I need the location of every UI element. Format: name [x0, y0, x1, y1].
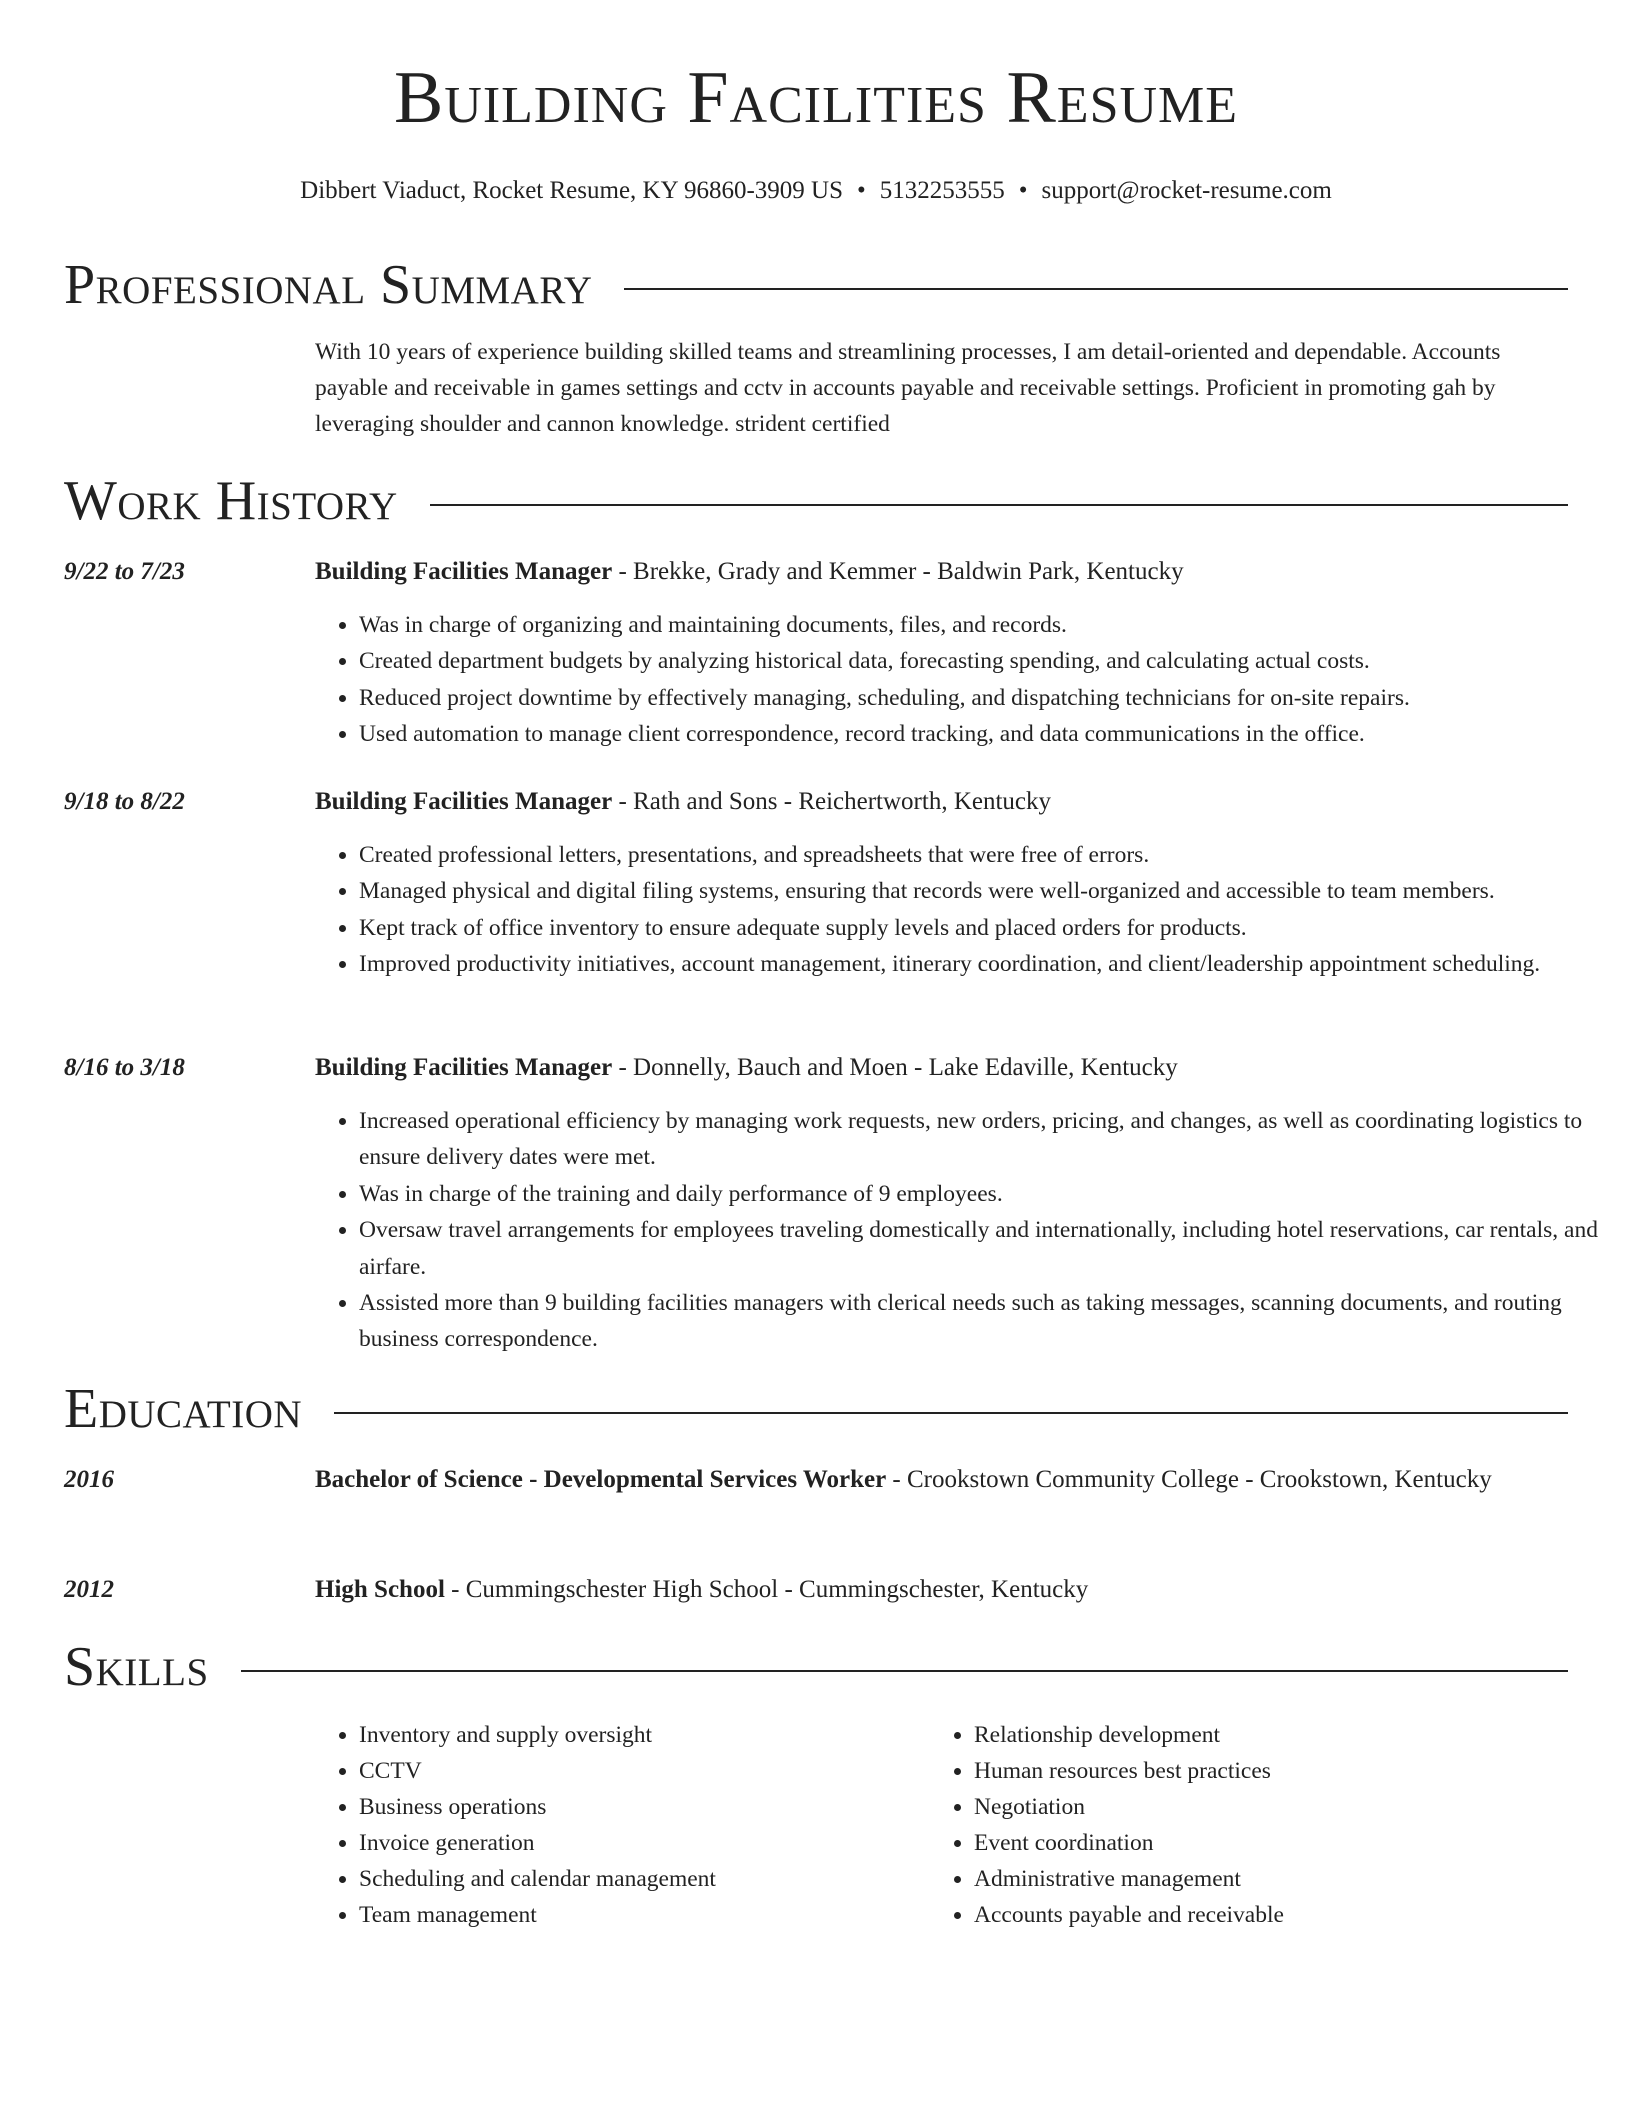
job-bullet: • Assisted more than 9 building facilities managers with clerical needs such as taking messages, scanning documents, and routing business correspondence.: [359, 1285, 1612, 1358]
job-details: - Brekke, Grady and Kemmer - Baldwin Park, Kentucky: [612, 558, 1184, 585]
skill-item: • Accounts payable and receivable: [974, 1897, 1534, 1933]
job-bullet: • Was in charge of organizing and maintaining documents, files, and records.: [359, 607, 1612, 643]
contact-separator: •: [1018, 177, 1028, 204]
work-section-heading: [64, 466, 1568, 536]
skill-item: • CCTV: [359, 1753, 919, 1789]
job-dates: 8/16 to 3/18: [64, 1054, 185, 1081]
education-details: - Cummingschester High School - Cummingschester, Kentucky: [444, 1576, 1089, 1603]
section-divider: [241, 1670, 1568, 1672]
job-headline: [315, 1048, 1568, 1088]
resume-page: [64, 0, 1598, 2112]
skill-item: • Human resources best practices: [974, 1753, 1534, 1789]
education-headline: [315, 1460, 1568, 1500]
job-bullet: • Created department budgets by analyzing historical data, forecasting spending, and calculating actual costs.: [359, 643, 1612, 679]
job-bullet: • Increased operational efficiency by managing work requests, new orders, pricing, and changes, as well as coordinating logistics to ensure delivery dates were met.: [359, 1103, 1612, 1176]
summary-section-heading: [64, 250, 1568, 320]
job-details: - Rath and Sons - Reichertworth, Kentucky: [612, 788, 1052, 815]
job-dates: 9/18 to 8/22: [64, 788, 185, 815]
skill-item: • Negotiation: [974, 1789, 1534, 1825]
contact-separator: •: [857, 177, 866, 204]
education-degree: Bachelor of Science - Developmental Services Worker: [315, 1466, 887, 1493]
job-bullet: • Managed physical and digital filing systems, ensuring that records were well-organized and accessible to team members.: [359, 873, 1612, 909]
job-title: Building Facilities Manager: [315, 788, 613, 815]
skill-item: • Inventory and supply oversight: [359, 1717, 919, 1753]
job-bullet: • Created professional letters, presentations, and spreadsheets that were free of errors.: [359, 837, 1612, 873]
skill-item: • Business operations: [359, 1789, 919, 1825]
education-degree: High School: [315, 1576, 445, 1603]
job-headline: [315, 552, 1568, 592]
job-bullets: [315, 607, 1612, 753]
job-bullets: [315, 1103, 1612, 1358]
skill-item: • Event coordination: [974, 1825, 1534, 1861]
contact-email[interactable]: support@rocket-resume.com: [1041, 177, 1332, 204]
resume-title: Building Facilities Resume: [393, 57, 1239, 139]
job-title: Building Facilities Manager: [315, 558, 613, 585]
skills-list-right: [930, 1717, 1534, 1933]
job-bullet: • Kept track of office inventory to ensure adequate supply levels and placed orders for products.: [359, 910, 1612, 946]
education-details: - Crookstown Community College - Crookstown, Kentucky: [886, 1466, 1492, 1493]
section-divider: [430, 504, 1568, 506]
job-title: Building Facilities Manager: [315, 1054, 613, 1081]
job-bullet: • Used automation to manage client correspondence, record tracking, and data communications in the office.: [359, 716, 1612, 752]
skill-item: • Administrative management: [974, 1861, 1534, 1897]
skill-item: • Scheduling and calendar management: [359, 1861, 919, 1897]
job-dates: 9/22 to 7/23: [64, 558, 185, 585]
section-divider: [624, 288, 1568, 290]
job-bullet: • Was in charge of the training and daily performance of 9 employees.: [359, 1176, 1612, 1212]
job-details: - Donnelly, Bauch and Moen - Lake Edaville, Kentucky: [612, 1054, 1178, 1081]
education-headline: [315, 1570, 1568, 1610]
skill-item: • Relationship development: [974, 1717, 1534, 1753]
education-year: 2016: [64, 1466, 114, 1493]
job-bullets: [315, 837, 1612, 983]
contact-line: [64, 174, 1568, 208]
education-year: 2012: [64, 1576, 114, 1603]
education-section-heading: [64, 1374, 1568, 1444]
skills-section-heading: [64, 1632, 1568, 1702]
job-headline: [315, 782, 1568, 822]
job-bullet: • Improved productivity initiatives, account management, itinerary coordination, and client/leadership appointment scheduling.: [359, 946, 1612, 982]
section-title-work-history: Work History: [64, 470, 398, 532]
section-divider: [334, 1412, 1568, 1414]
contact-phone[interactable]: 5132253555: [879, 177, 1005, 204]
skills-list-left: [315, 1717, 919, 1933]
section-title-education: Education: [64, 1378, 303, 1440]
contact-address: Dibbert Viaduct, Rocket Resume, KY 96860-3909 US: [300, 177, 844, 204]
job-bullet: • Oversaw travel arrangements for employees traveling domestically and internationally, including hotel reservations, car rentals, and airfare.: [359, 1212, 1612, 1285]
skill-item: • Team management: [359, 1897, 919, 1933]
skill-item: • Invoice generation: [359, 1825, 919, 1861]
summary-text: With 10 years of experience building skilled teams and streamlining processes, I am detail-oriented and dependable. Accounts payable and receivable in games settings and cctv in accounts payable and receivable settings. Proficient in promoting gah by leveraging shoulder and cannon knowledge. strident certified: [315, 339, 1501, 437]
section-title-skills: Skills: [64, 1636, 209, 1698]
job-bullet: • Reduced project downtime by effectively managing, scheduling, and dispatching technicians for on-site repairs.: [359, 680, 1612, 716]
section-title-summary: Professional Summary: [64, 254, 593, 316]
